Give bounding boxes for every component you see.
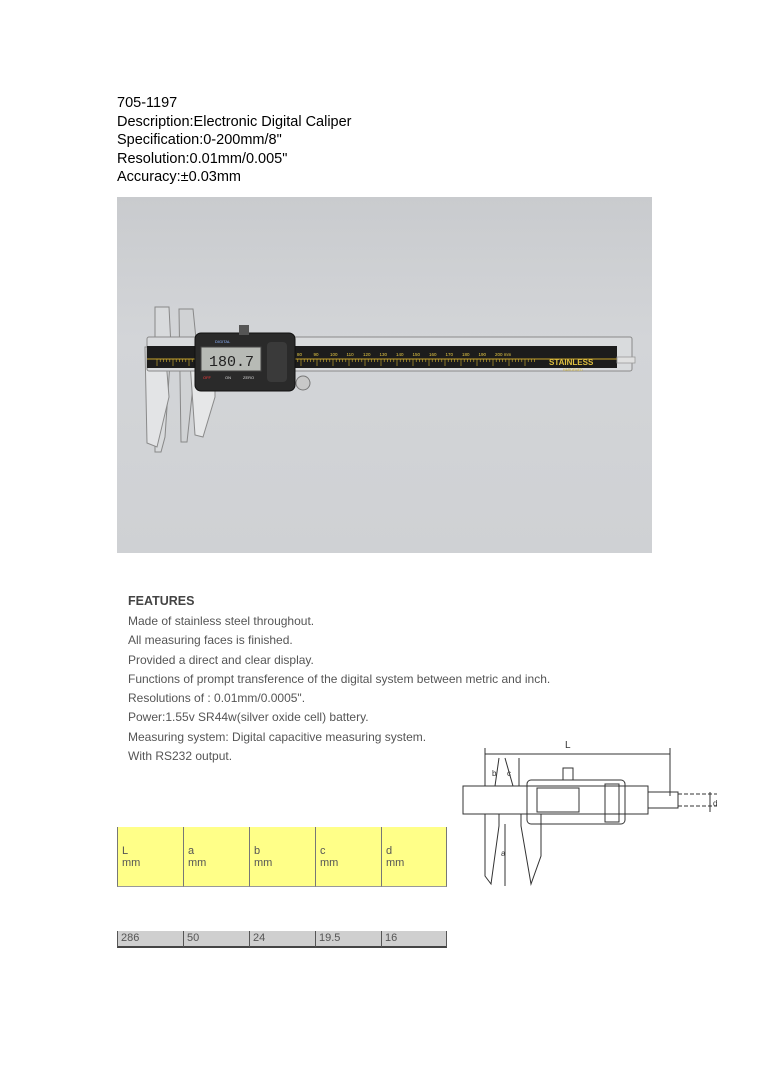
feature-item: Provided a direct and clear display.	[128, 652, 314, 667]
scale-number: 90	[313, 352, 319, 357]
scale-number: 160	[429, 352, 437, 357]
value-cell-L: 286	[117, 931, 183, 948]
hardened-label: HARDENED	[563, 368, 583, 372]
lcd-reading: 180.7	[209, 354, 255, 371]
header-unit: mm	[122, 857, 141, 869]
scale-number: 200 mm	[495, 352, 512, 357]
value-cell-a: 50	[183, 931, 249, 948]
header-cell-c	[315, 827, 381, 887]
dimension-header-table	[117, 827, 447, 887]
on-button-label: ON	[225, 375, 231, 380]
dimension-diagram	[455, 736, 725, 891]
product-header	[117, 94, 352, 187]
scale-number: 140	[396, 352, 404, 357]
header-cell-d	[381, 827, 447, 887]
header-unit: mm	[254, 857, 273, 869]
diagram-label-a: a	[501, 849, 506, 858]
diagram-label-L: L	[565, 740, 571, 751]
header-cell-a	[183, 827, 249, 887]
scale-number: 190	[478, 352, 487, 357]
value-cell-b: 24	[249, 931, 315, 948]
stainless-label: STAINLESS	[549, 358, 594, 367]
value-cell-d: 16	[381, 931, 447, 948]
product-description: Description:Electronic Digital Caliper	[117, 113, 352, 130]
header-name: b	[254, 845, 261, 857]
diagram-label-b: b	[492, 769, 497, 778]
product-specification: Specification:0-200mm/8"	[117, 132, 282, 148]
caliper-illustration	[117, 197, 652, 553]
off-button-label: OFF	[203, 375, 211, 380]
feature-item: With RS232 output.	[128, 749, 233, 764]
scale-number: 180	[462, 352, 470, 357]
scale-number: 150	[412, 352, 421, 357]
scale-number: 170	[445, 352, 454, 357]
scale-number: 130	[379, 352, 388, 357]
value-cell-c: 19.5	[315, 931, 381, 948]
product-accuracy: Accuracy:±0.03mm	[117, 169, 241, 185]
zero-button-label: ZERO	[243, 375, 255, 380]
scale-number: 80	[297, 352, 303, 357]
header-name: L	[122, 845, 129, 857]
scale-number: 110	[346, 352, 354, 357]
dimension-values-table	[117, 931, 447, 948]
feature-item: Made of stainless steel throughout.	[128, 614, 315, 628]
product-resolution: Resolution:0.01mm/0.005"	[117, 150, 288, 167]
diagram-label-d: d	[713, 799, 718, 808]
diagram-label-c: c	[507, 769, 511, 778]
header-cell-b	[249, 827, 315, 887]
caliper-photo	[117, 197, 652, 553]
scale-number: 120	[363, 352, 371, 357]
feature-item: Power:1.55v SR44w(silver oxide cell) battery.	[128, 710, 369, 725]
header-name: c	[320, 845, 326, 857]
feature-item: Functions of prompt transference of the digital system between metric and inch.	[128, 671, 551, 686]
header-name: d	[386, 845, 393, 857]
feature-item: Resolutions of : 0.01mm/0.0005".	[128, 691, 306, 706]
header-unit: mm	[188, 857, 207, 869]
caliper-drawing	[455, 736, 725, 891]
header-cell-L	[117, 827, 183, 887]
header-unit: mm	[386, 857, 405, 869]
features-title: FEATURES	[128, 594, 195, 608]
feature-item: All measuring faces is finished.	[128, 633, 293, 648]
header-unit: mm	[320, 857, 339, 869]
brand-label: DIGITAL	[215, 339, 231, 344]
header-name: a	[188, 845, 195, 857]
feature-item: Measuring system: Digital capacitive measuring system.	[128, 729, 427, 744]
product-code: 705-1197	[117, 95, 178, 111]
scale-number: 100	[330, 352, 338, 357]
